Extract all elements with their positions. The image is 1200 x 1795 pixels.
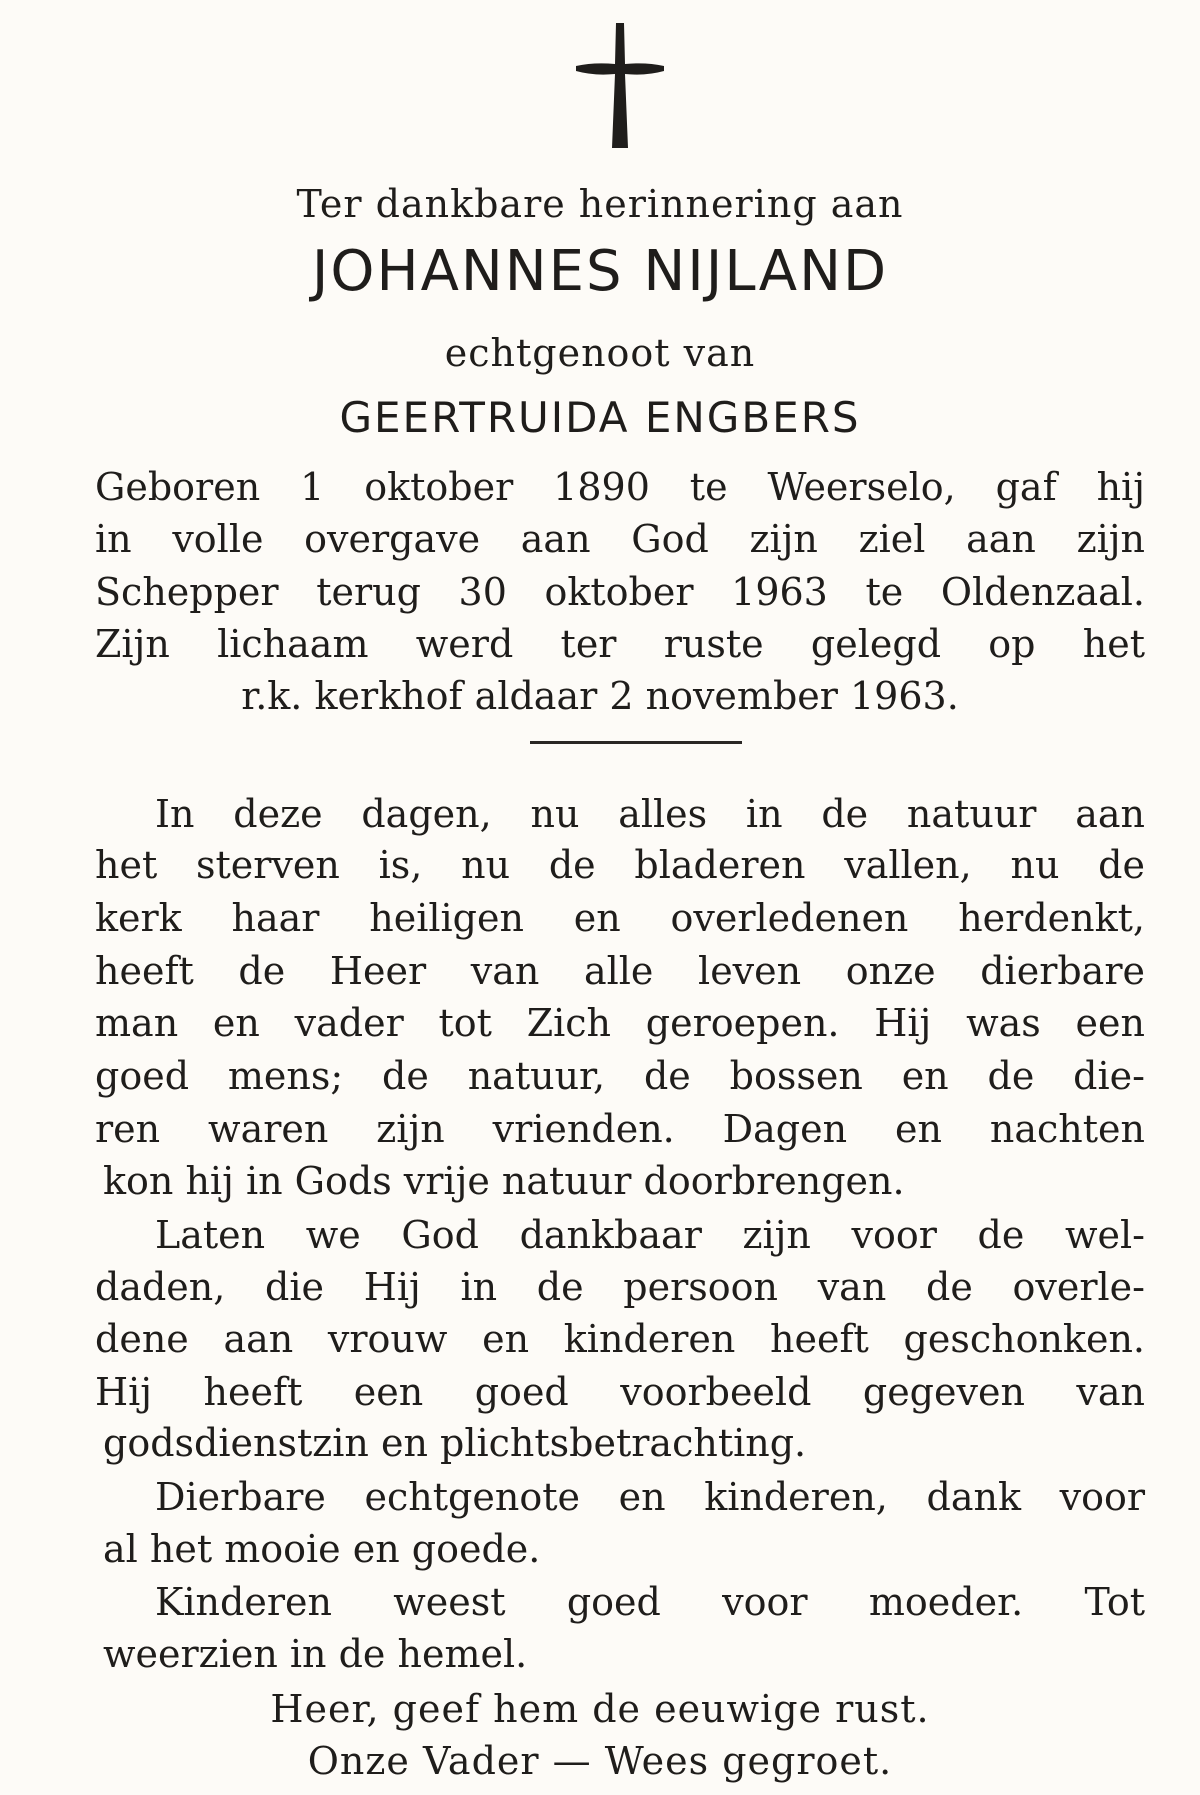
text-line: daden, die Hij in de persoon van de overle- — [95, 1265, 1145, 1309]
closing-line: Heer, geef hem de eeuwige rust. — [270, 1687, 930, 1731]
closing-line: Onze Vader — Wees gegroet. — [307, 1739, 893, 1783]
bio-line: in volle overgave aan God zijn ziel aan zijn — [95, 517, 1145, 561]
text-line: al het mooie en goede. — [103, 1527, 541, 1571]
bio-line: Geboren 1 oktober 1890 te Weerselo, gaf hij — [95, 465, 1145, 509]
bio-line: r.k. kerkhof aldaar 2 november 1963. — [241, 674, 959, 718]
deceased-name: JOHANNES NIJLAND — [311, 239, 889, 304]
text-line: In deze dagen, nu alles in de natuur aan — [155, 792, 1145, 836]
spouse-name: GEERTRUIDA ENGBERS — [339, 393, 861, 442]
bio-line: Zijn lichaam werd ter ruste gelegd op het — [95, 622, 1145, 666]
text-line: goed mens; de natuur, de bossen en de die- — [95, 1054, 1145, 1098]
text-line: godsdienstzin en plichtsbetrachting. — [103, 1421, 807, 1465]
cross-icon — [570, 20, 670, 152]
text-line: kon hij in Gods vrije natuur doorbrengen. — [103, 1159, 905, 1203]
text-line: ren waren zijn vrienden. Dagen en nachten — [95, 1107, 1145, 1151]
text-line: Hij heeft een goed voorbeeld gegeven van — [95, 1370, 1145, 1414]
text-line: Dierbare echtgenote en kinderen, dank voor — [155, 1475, 1145, 1519]
spouse-label: echtgenoot van — [444, 331, 756, 375]
text-line: man en vader tot Zich geroepen. Hij was een — [95, 1001, 1145, 1045]
text-line: Kinderen weest goed voor moeder. Tot — [155, 1580, 1145, 1624]
text-line: weerzien in de hemel. — [103, 1632, 528, 1676]
text-line: Laten we God dankbaar zijn voor de wel- — [155, 1213, 1145, 1257]
intro-text: Ter dankbare herinnering aan — [296, 182, 904, 226]
divider — [530, 741, 742, 744]
text-line: kerk haar heiligen en overledenen herdenkt, — [95, 896, 1145, 940]
bio-line: Schepper terug 30 oktober 1963 te Oldenzaal. — [95, 570, 1145, 614]
text-line: heeft de Heer van alle leven onze dierbare — [95, 949, 1145, 993]
text-line: het sterven is, nu de bladeren vallen, nu de — [95, 843, 1145, 887]
text-line: dene aan vrouw en kinderen heeft geschonken. — [95, 1317, 1145, 1361]
